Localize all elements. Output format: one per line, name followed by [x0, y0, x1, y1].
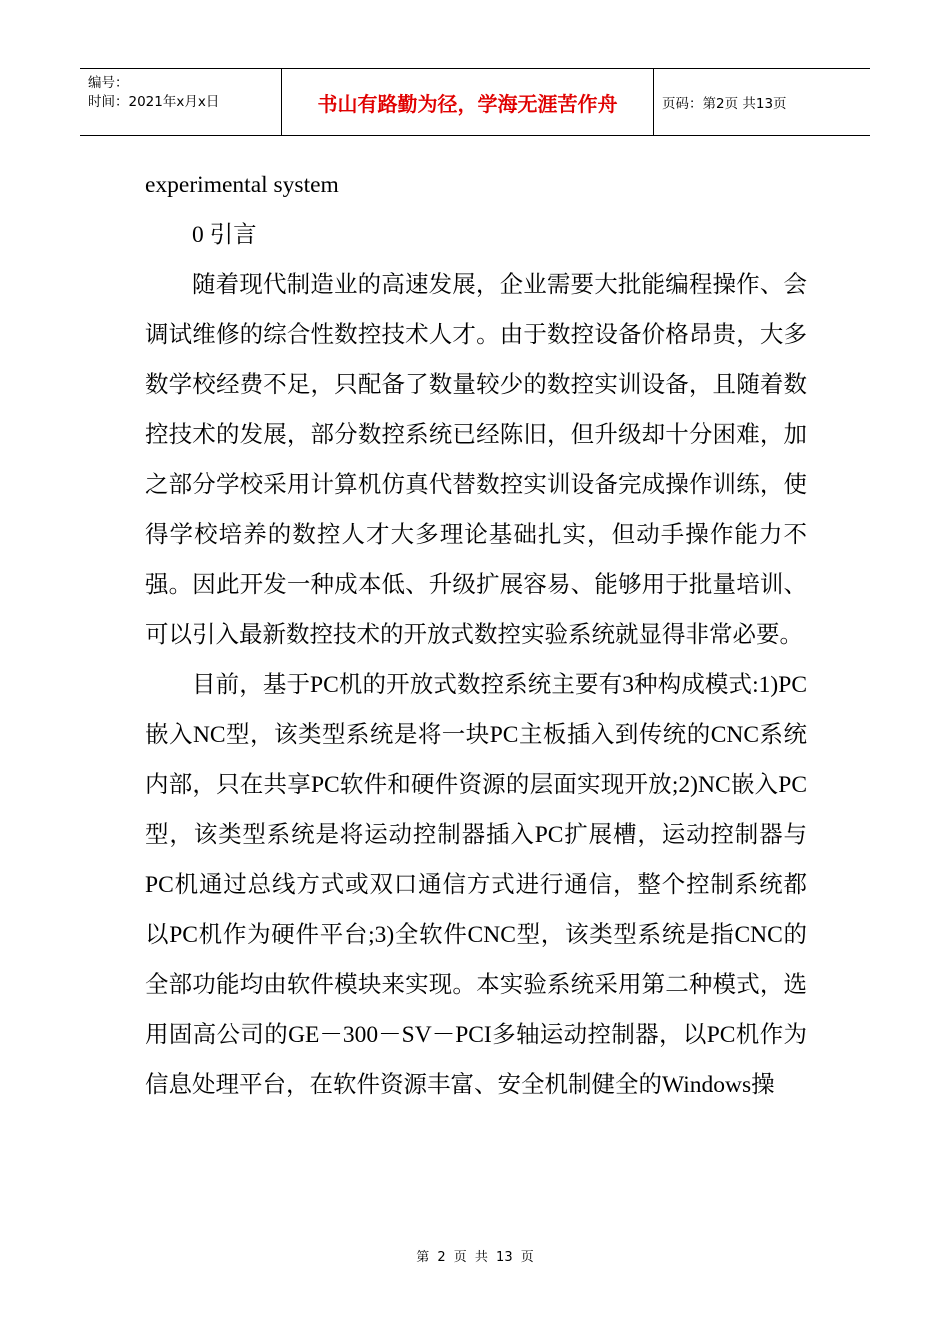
paragraph-1: 随着现代制造业的高速发展，企业需要大批能编程操作、会调试维修的综合性数控技术人才。由于数控设备价格昂贵，大多数学校经费不足，只配备了数量较少的数控实训设备，且随着数控技术的发展，部分数控系统已经陈旧，但升级却十分困难，加之部分学校采用计算机仿真代替数控实训设备完成操作训练，使得学校培养的数控人才大多理论基础扎实，但动手操作能力不强。因此开发一种成本低、升级扩展容易、能够用于批量培训、可以引入最新数控技术的开放式数控实验系统就显得非常必要。 [145, 272, 807, 648]
page-header [80, 68, 870, 136]
page-footer: 第 2 页 共 13 页 [416, 1250, 534, 1265]
header-motto: 书山有路勤为径，学海无涯苦作舟 [282, 69, 654, 135]
header-page-info: 页码：第2页 共13页 [662, 96, 787, 112]
header-time-label: 时间：2021年x月x日 [88, 94, 220, 110]
header-number-label: 编号： [88, 75, 129, 91]
header-meta [80, 69, 282, 135]
section-heading: 0 引言 [192, 222, 257, 248]
document-body [145, 160, 807, 1110]
continuation-line: experimental system [145, 172, 339, 198]
paragraph-2: 目前，基于PC机的开放式数控系统主要有3种构成模式:1)PC嵌入NC型，该类型系统是将一块PC主板插入到传统的CNC系统内部，只在共享PC软件和硬件资源的层面实现开放;2)NC嵌入PC型，该类型系统是将运动控制器插入PC扩展槽，运动控制器与PC机通过总线方式或双口通信方式进行通信，整个控制系统都以PC机作为硬件平台;3)全软件CNC型，该类型系统是指CNC的全部功能均由软件模块来实现。本实验系统采用第二种模式，选用固高公司的GE－300－SV－PCI多轴运动控制器，以PC机作为信息处理平台，在软件资源丰富、安全机制健全的Windows操 [145, 672, 807, 1098]
